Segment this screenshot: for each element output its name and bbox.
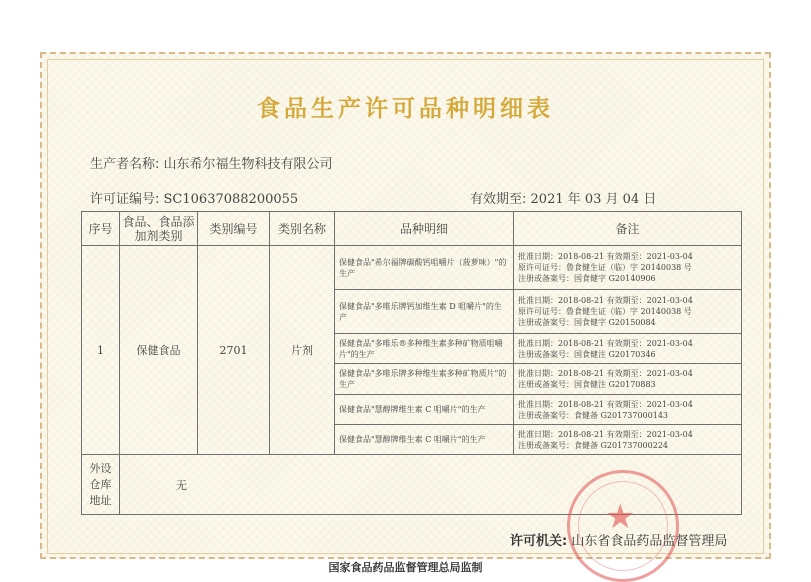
product-note xyxy=(514,364,742,395)
header-category-name: 类别名称 xyxy=(270,212,335,246)
footer-supervision: 国家食品药品监督管理总局监制 xyxy=(328,561,483,574)
validity-value: 2021 年 03 月 04 日 xyxy=(530,192,657,207)
note-line: 注册或备案号：国食健注 G20170883 xyxy=(518,380,656,389)
row-food-category: 保健食品 xyxy=(120,246,198,455)
product-note xyxy=(514,246,742,290)
issuer-line xyxy=(510,530,727,549)
row-seq: 1 xyxy=(82,246,120,455)
product-item: 保健食品"多唯乐牌多种维生素多种矿物质片"的生产 xyxy=(335,364,514,395)
producer-label: 生产者名称: xyxy=(90,157,160,172)
product-detail-table xyxy=(81,211,742,515)
seal-star-icon: ★ xyxy=(605,497,636,537)
note-line: 注册或备案号：食健备 G201737000143 xyxy=(518,410,669,420)
note-line: 注册或备案号：国食健字 G20140906 xyxy=(518,274,656,283)
document-title: 食品生产许可品种明细表 xyxy=(257,96,554,122)
note-line: 批准日期：2018-08-21 有效期至：2021-03-04 xyxy=(518,296,693,305)
header-seq: 序号 xyxy=(82,212,120,246)
note-line: 批准日期：2018-08-21 有效期至：2021-03-04 xyxy=(518,252,693,261)
producer-value: 山东希尔福生物科技有限公司 xyxy=(163,157,333,172)
product-note xyxy=(514,425,742,455)
issuer-value: 山东省食品药品监督管理局 xyxy=(571,534,728,549)
license-line xyxy=(90,188,298,207)
product-item: 保健食品"慧醇牌维生素 C 咀嚼片"的生产 xyxy=(335,425,514,455)
note-line: 批准日期：2018-08-21 有效期至：2021-03-04 xyxy=(518,429,693,439)
license-value: SC10637088200055 xyxy=(163,192,299,207)
warehouse-label: 外设仓库地址 xyxy=(82,455,120,515)
producer-line xyxy=(90,153,333,172)
note-line: 批准日期：2018-08-21 有效期至：2021-03-04 xyxy=(518,338,693,348)
validity-line xyxy=(470,188,656,207)
note-line: 注册或备案号：食健备 G201737000224 xyxy=(518,440,669,450)
product-note xyxy=(514,334,742,364)
note-line: 原许可证号：鲁食健生证（临）字 20140038 号 xyxy=(518,263,692,272)
header-food-category: 食品、食品添加剂类别 xyxy=(120,212,198,246)
warehouse-value: 无 xyxy=(120,455,742,515)
product-note xyxy=(514,290,742,334)
header-product-detail: 品种明细 xyxy=(335,212,514,246)
note-line: 批准日期：2018-08-21 有效期至：2021-03-04 xyxy=(518,369,693,378)
validity-label: 有效期至: xyxy=(470,192,527,207)
product-item: 保健食品"慧醇牌维生素 C 咀嚼片"的生产 xyxy=(335,395,514,425)
note-line: 批准日期：2018-08-21 有效期至：2021-03-04 xyxy=(518,399,693,409)
issuer-label: 许可机关: xyxy=(510,534,568,549)
header-category-code: 类别编号 xyxy=(198,212,270,246)
license-label: 许可证编号: xyxy=(90,192,160,207)
product-item: 保健食品"多唯乐®多种维生素多种矿物质咀嚼片"的生产 xyxy=(335,334,514,364)
product-note xyxy=(514,395,742,425)
product-item: 保健食品"多唯乐牌钙加维生素 D 咀嚼片"的生产 xyxy=(335,290,514,334)
note-line: 注册或备案号：国食健注 G20170346 xyxy=(518,349,656,359)
note-line: 原许可证号：鲁食健生证（临）字 20140038 号 xyxy=(518,307,692,316)
row-category-code: 2701 xyxy=(198,246,270,455)
header-remarks: 备注 xyxy=(514,212,742,246)
product-item: 保健食品"希尔福牌碳酸钙咀嚼片（菠萝味）"的生产 xyxy=(335,246,514,290)
row-category-name: 片剂 xyxy=(270,246,335,455)
note-line: 注册或备案号：国食健字 G20150084 xyxy=(518,318,656,327)
